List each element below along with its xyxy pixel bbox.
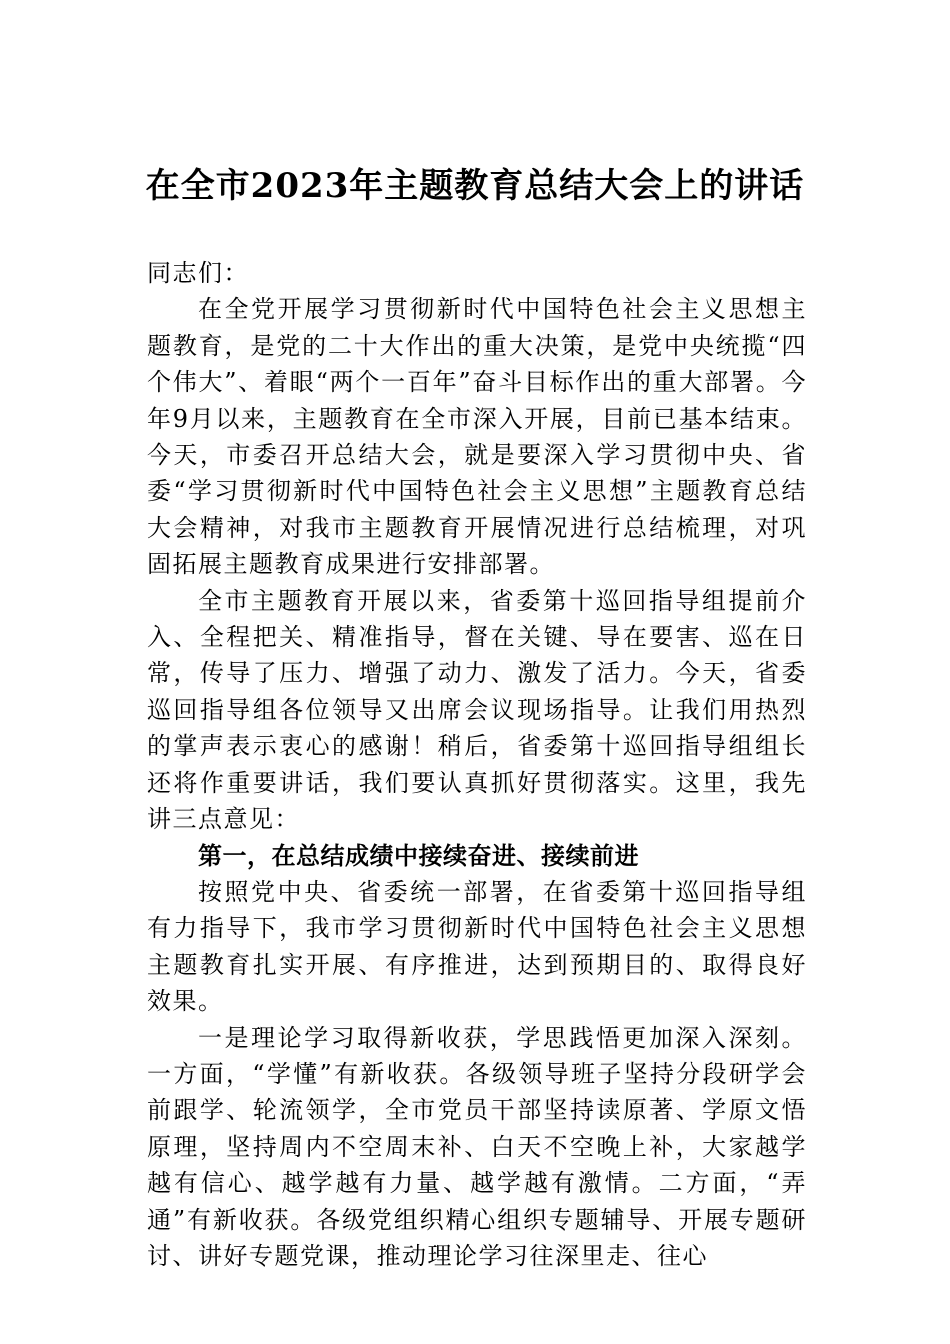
section-paragraph: 按照党中央、省委统一部署，在省委第十巡回指导组有力指导下，我市学习贯彻新时代中国特色社会主义思想主题教育扎实开展、有序推进，达到预期目的、取得良好效果。 (147, 877, 807, 1016)
paragraph-thanks: 全市主题教育开展以来，省委第十巡回指导组提前介入、全程把关、精准指导，督在关键、导在要害、巡在日常，传导了压力、增强了动力、激发了活力。今天，省委巡回指导组各位领导又出席会议现场指导。让我们用热烈的掌声表示衷心的感谢！稍后，省委第十巡回指导组组长还将作重要讲话，我们要认真抓好贯彻落实。这里，我先讲三点意见： (147, 586, 807, 834)
document-body (147, 255, 807, 1274)
document-title: 在全市2023年主题教育总结大会上的讲话 (145, 166, 805, 206)
section-paragraph: 一是理论学习取得新收获，学思践悟更加深入深刻。一方面，“学懂”有新收获。各级领导班子坚持分段研学会前跟学、轮流领学，全市党员干部坚持读原著、学原文悟原理，坚持周内不空周末补、白天不空晚上补，大家越学越有信心、越学越有力量、越学越有激情。二方面，“弄通”有新收获。各级党组织精心组织专题辅导、开展专题研讨、讲好专题党课，推动理论学习往深里走、往心 (147, 1023, 807, 1270)
salutation: 同志们： (147, 259, 249, 287)
section-heading: 第一，在总结成绩中接续奋进、接续前进 (198, 841, 639, 870)
paragraph-intro: 在全党开展学习贯彻新时代中国特色社会主义思想主题教育，是党的二十大作出的重大决策，是党中央统揽“四个伟大”、着眼“两个一百年”奋斗目标作出的重大部署。今年9月以来，主题教育在全市深入开展，目前已基本结束。今天，市委召开总结大会，就是要深入学习贯彻中央、省委“学习贯彻新时代中国特色社会主义思想”主题教育总结大会精神，对我市主题教育开展情况进行总结梳理，对巩固拓展主题教育成果进行安排部署。 (147, 295, 807, 579)
